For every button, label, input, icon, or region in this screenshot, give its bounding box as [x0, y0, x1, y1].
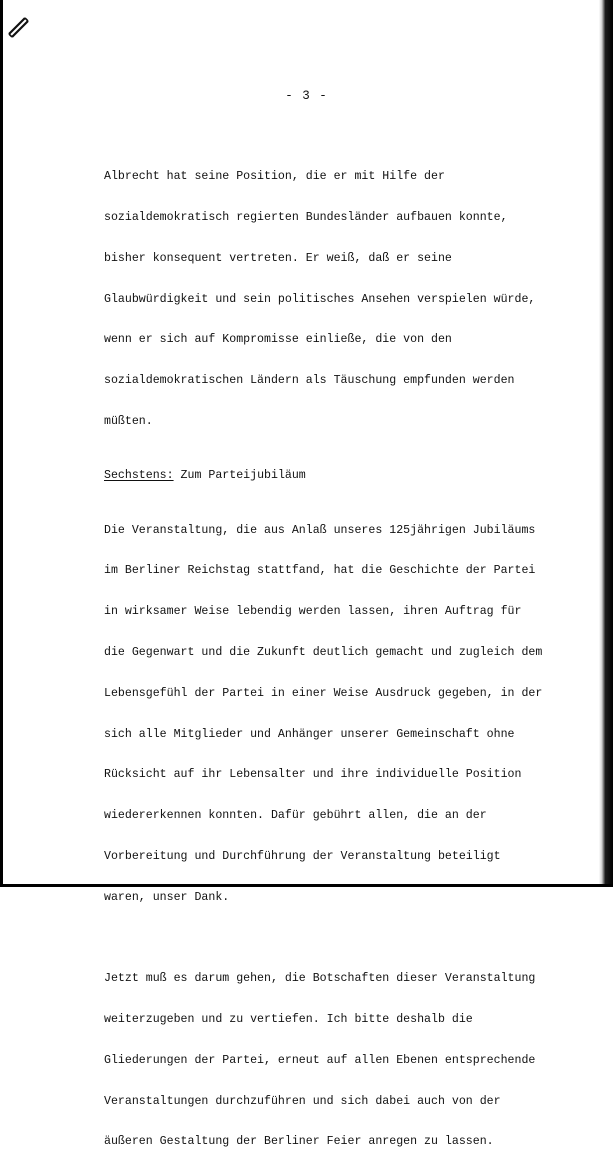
text-line: wiedererkennen konnten. Dafür gebührt allen, die an der — [104, 809, 487, 823]
text-line: bisher konsequent vertreten. Er weiß, daß er seine — [104, 251, 452, 265]
section-heading-title: Zum Parteijubiläum — [173, 469, 306, 483]
text-line: weiterzugeben und zu vertiefen. Ich bitte deshalb die — [104, 1013, 473, 1026]
section-heading — [104, 469, 554, 483]
paragraph-albrecht — [104, 143, 554, 456]
text-line: im Berliner Reichstag stattfand, hat die Geschichte der Partei — [104, 564, 536, 578]
text-line: äußeren Gestaltung der Berliner Feier anregen zu lassen. — [104, 1135, 494, 1149]
body-text — [104, 143, 554, 1176]
text-line: Glaubwürdigkeit und sein politisches Ansehen verspielen würde, — [104, 292, 536, 306]
text-line: Lebensgefühl der Partei in einer Weise Ausdruck gegeben, in der — [104, 686, 543, 700]
text-line: Rücksicht auf ihr Lebensalter und ihre individuelle Position — [104, 768, 522, 782]
text-line: müßten. — [104, 414, 153, 428]
text-line: sozialdemokratisch regierten Bundesländer aufbauen konnte, — [104, 210, 508, 224]
text-line: Veranstaltungen durchzuführen und sich dabei auch von der — [104, 1094, 501, 1108]
text-line: Vorbereitung und Durchführung der Veranstaltung beteiligt — [104, 849, 501, 863]
paragraph-botschaften — [104, 945, 554, 1176]
text-line: Gliederungen der Partei, erneut auf allen Ebenen entsprechende — [104, 1053, 536, 1067]
text-line: wenn er sich auf Kompromisse einließe, die von den — [104, 333, 452, 347]
section-heading-label: Sechstens: — [104, 469, 174, 483]
text-line: in wirksamer Weise lebendig werden lassen, ihren Auftrag für — [104, 605, 522, 619]
staple-mark-icon — [6, 14, 32, 40]
scan-border-right — [599, 0, 613, 887]
text-line: Die Veranstaltung, die aus Anlaß unseres 125jährigen Jubiläums — [104, 523, 536, 537]
text-line: die Gegenwart und die Zukunft deutlich gemacht und zugleich dem — [104, 645, 543, 659]
paragraph-veranstaltung — [104, 496, 554, 931]
text-line: Albrecht hat seine Position, die er mit Hilfe der — [104, 170, 445, 184]
text-line: waren, unser Dank. — [104, 890, 230, 904]
text-line: Jetzt muß es darum gehen, die Botschaften dieser Veranstaltung — [104, 972, 536, 986]
page-number: - 3 - — [285, 89, 328, 103]
scan-border-left — [0, 0, 3, 887]
text-line: sich alle Mitglieder und Anhänger unserer Gemeinschaft ohne — [104, 727, 515, 741]
text-line: sozialdemokratischen Ländern als Täuschung empfunden werden — [104, 374, 515, 388]
